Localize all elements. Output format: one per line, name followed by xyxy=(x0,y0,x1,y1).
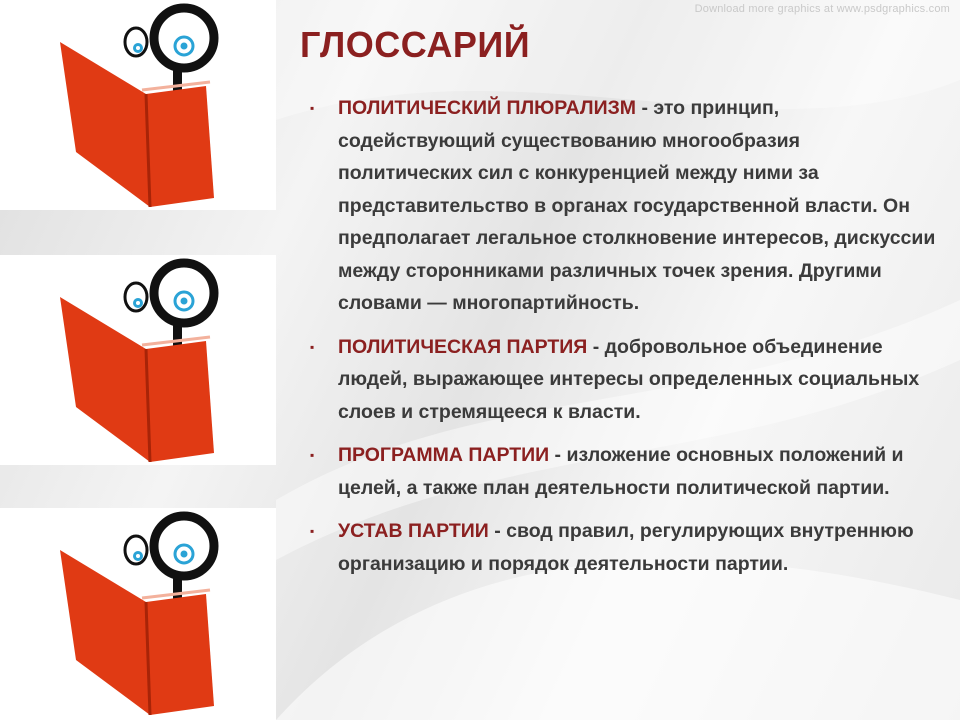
book-panel-1 xyxy=(0,0,276,210)
entry-definition: - добровольное объединение людей, выражающее интересы определенных социальных слоев и стремящееся к власти. xyxy=(338,335,920,423)
book-reader-icon xyxy=(38,2,238,210)
bullet-icon: ▪ xyxy=(310,448,315,462)
glossary-entry-charter xyxy=(310,515,938,580)
book-panel-3 xyxy=(0,508,276,720)
glossary-entry-program xyxy=(310,439,938,504)
entry-term: ПРОГРАММА ПАРТИИ xyxy=(338,444,550,466)
glossary-entry-party xyxy=(310,331,938,429)
glossary-entry-pluralism xyxy=(310,92,938,320)
bullet-icon: ▪ xyxy=(310,524,315,538)
entry-definition: - свод правил, регулирующих внутреннюю организацию и порядок деятельности партии. xyxy=(338,520,914,575)
book-panel-2 xyxy=(0,255,276,465)
book-illustration-strip xyxy=(0,0,276,720)
entry-term: УСТАВ ПАРТИИ xyxy=(338,520,489,542)
entry-definition: - изложение основных положений и целей, а также план деятельности политической партии. xyxy=(338,444,904,499)
bullet-icon: ▪ xyxy=(310,101,315,115)
book-reader-icon xyxy=(38,257,238,465)
entry-term: ПОЛИТИЧЕСКИЙ ПЛЮРАЛИЗМ xyxy=(338,97,637,119)
page-title: ГЛОССАРИЙ xyxy=(300,24,531,65)
entry-definition: - это принцип, содействующий существованию многообразия политических сил с конкуренцией между ними за представительство в органах государственной власти. Он предполагает легальное столкновение интересов, дискуссии между сторонниками различных точек зрения. Другими словами — многопартийность. xyxy=(338,97,936,314)
book-reader-icon xyxy=(38,510,238,718)
watermark-text: Download more graphics at www.psdgraphics.com xyxy=(694,3,950,15)
glossary-list xyxy=(310,92,938,591)
bullet-icon: ▪ xyxy=(310,339,315,354)
entry-term: ПОЛИТИЧЕСКАЯ ПАРТИЯ xyxy=(338,335,588,358)
